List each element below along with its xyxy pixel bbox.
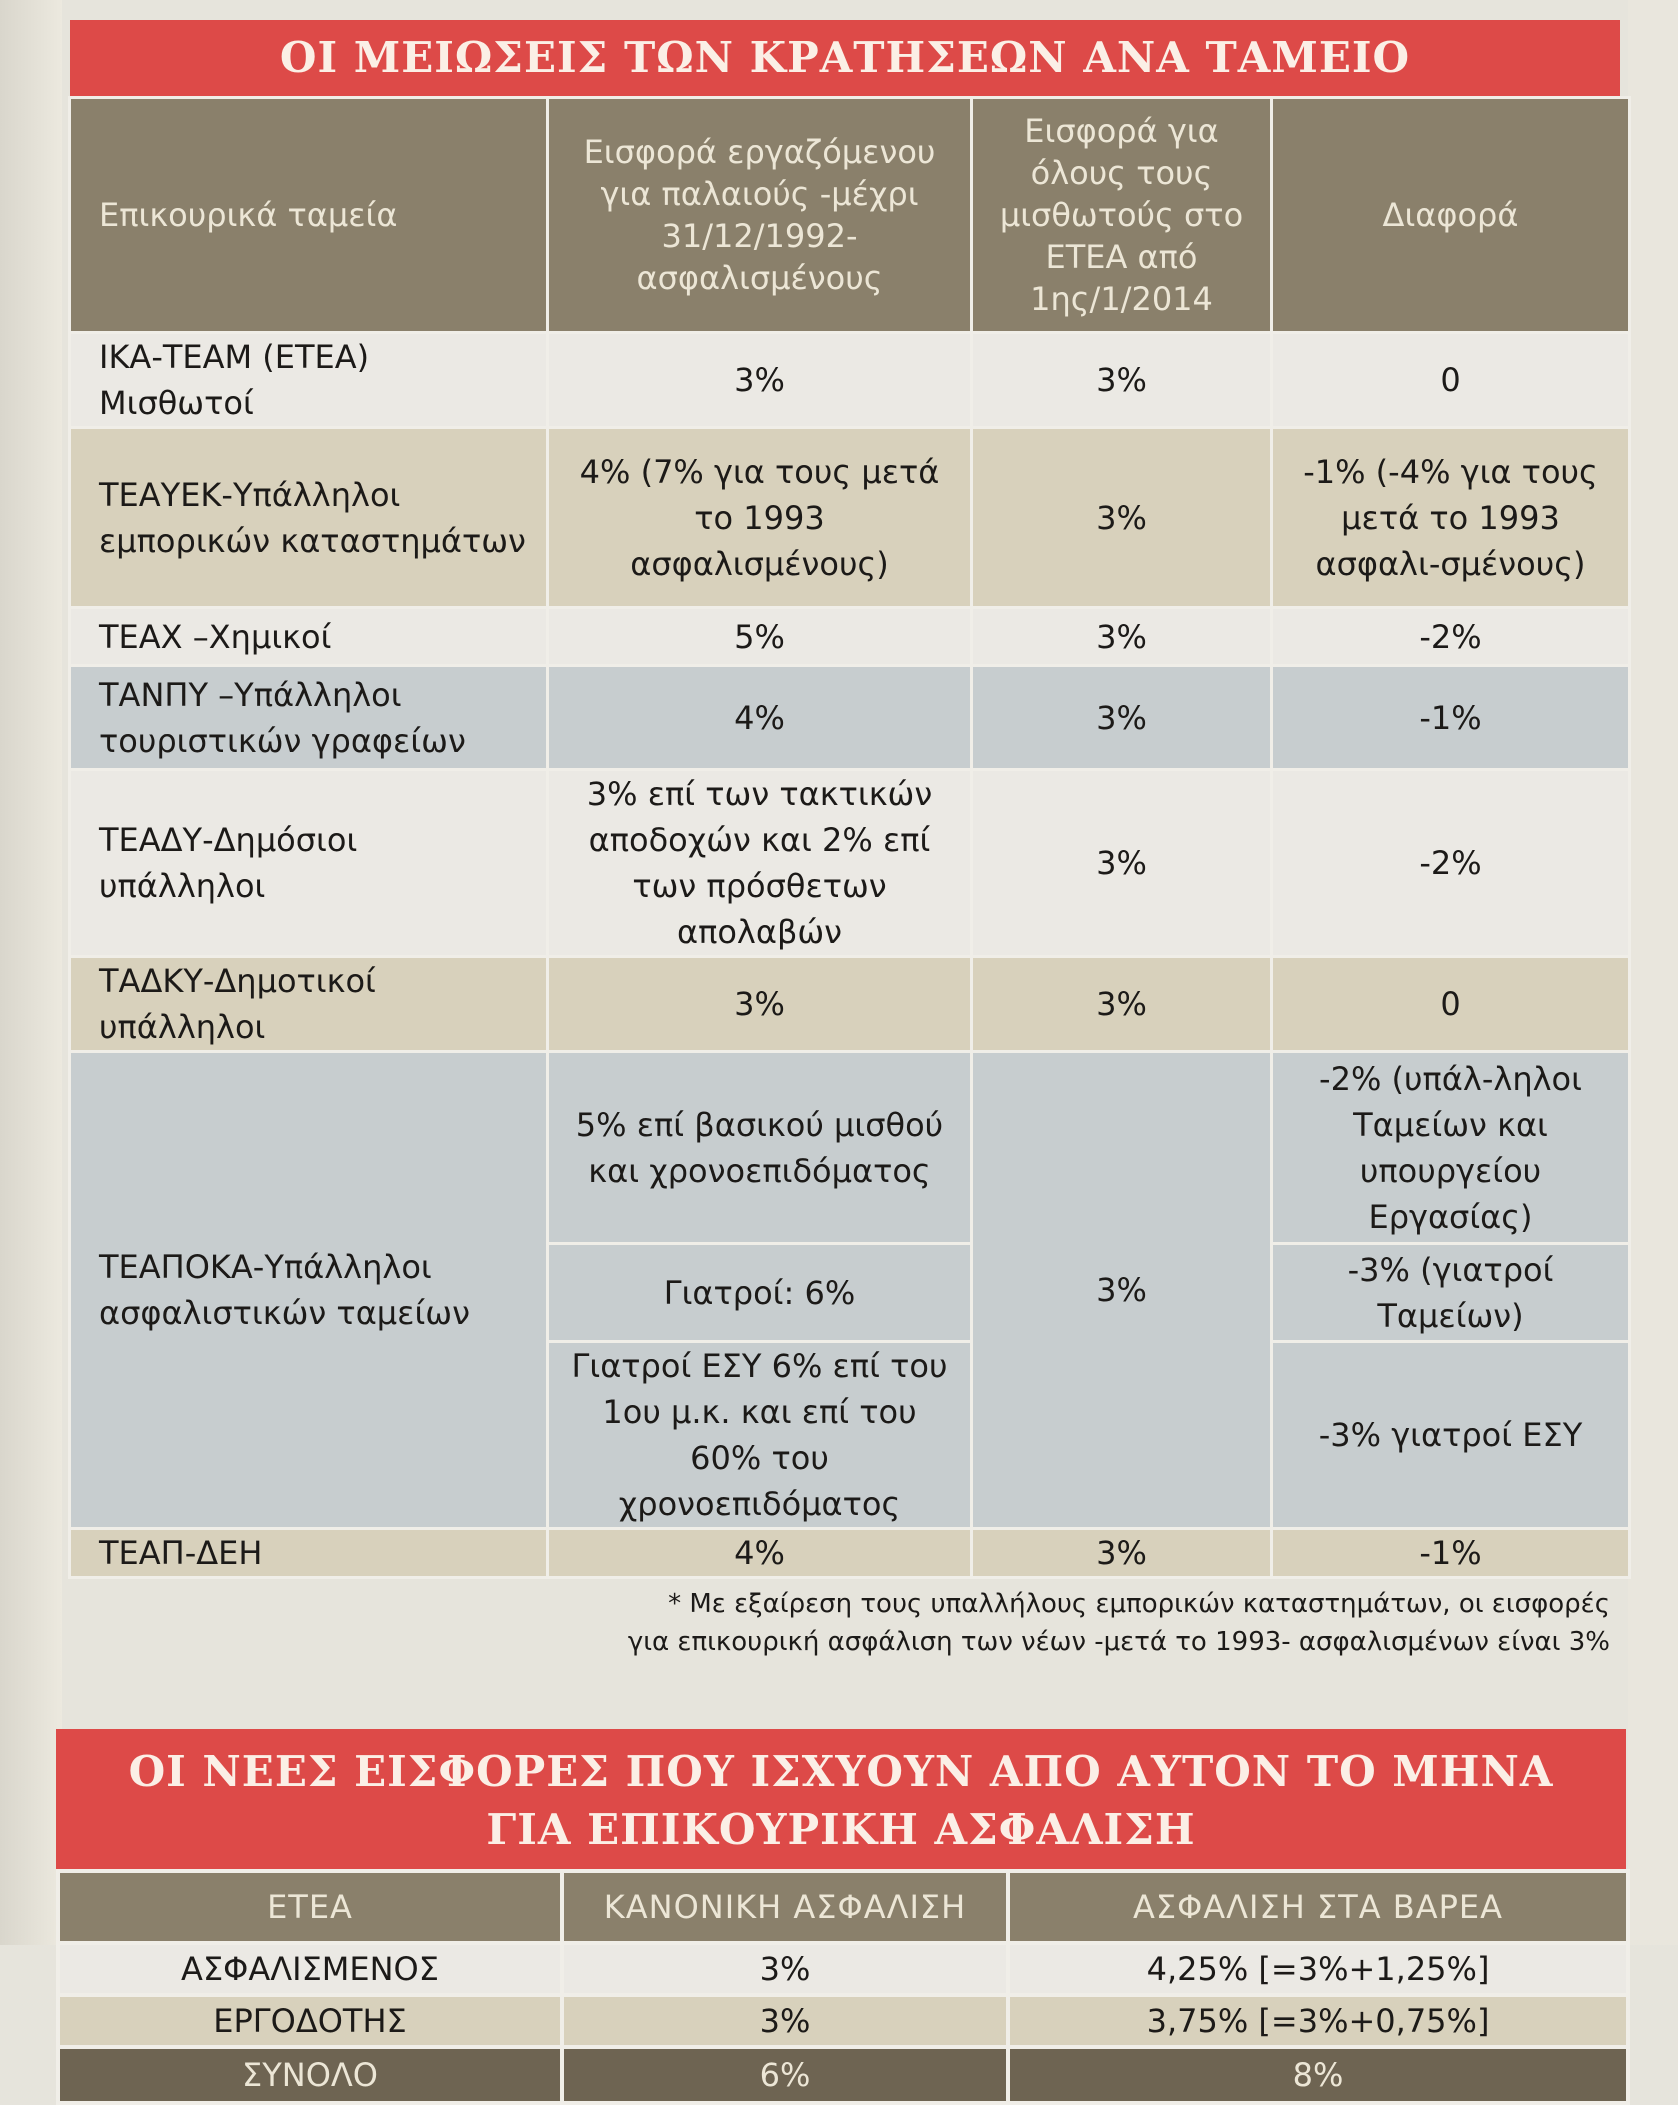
old-rate: Γιατροί ΕΣΥ 6% επί του 1ου μ.κ. και επί του 60% του χρονοεπιδόματος: [548, 1342, 972, 1529]
difference: -1% (-4% για τους μετά το 1993 ασφαλι-σμένους): [1272, 428, 1630, 608]
header-funds: Επικουρικά ταμεία: [70, 98, 548, 333]
header-difference: Διαφορά: [1272, 98, 1630, 333]
row-label: ΕΡΓΟΔΟΤΗΣ: [58, 1995, 562, 2047]
difference: 0: [1272, 333, 1630, 428]
normal-rate: 3%: [562, 1995, 1008, 2047]
table-row: [70, 608, 1630, 666]
difference: -3% γιατροί ΕΣΥ: [1272, 1342, 1630, 1529]
table-row: [58, 1943, 1628, 1995]
fund-name: ΤΑΔΚΥ-Δημοτικοί υπάλληλοι: [70, 957, 548, 1052]
newspaper-margin-left: [0, 0, 62, 1945]
newspaper-margin-right: [1628, 0, 1678, 1945]
old-rate: 3%: [548, 333, 972, 428]
new-rate: 3%: [972, 666, 1272, 770]
footnote: [62, 1585, 1610, 1669]
difference: -1%: [1272, 666, 1630, 770]
table-row-total: [58, 2047, 1628, 2103]
old-rate: 5% επί βασικού μισθού και χρονοεπιδόματος: [548, 1052, 972, 1244]
old-rate: 4%: [548, 1529, 972, 1578]
new-rate: 3%: [972, 957, 1272, 1052]
heavy-rate: 4,25% [=3%+1,25%]: [1008, 1943, 1628, 1995]
fund-name: ΤΕΑΠ-ΔΕΗ: [70, 1529, 548, 1578]
table-row: [70, 1052, 1630, 1244]
old-rate: 4% (7% για τους μετά το 1993 ασφαλισμένους): [548, 428, 972, 608]
old-rate: 3% επί των τακτικών αποδοχών και 2% επί των πρόσθετων απολαβών: [548, 770, 972, 957]
new-rate: 3%: [972, 1052, 1272, 1529]
reductions-table: [68, 96, 1631, 1579]
table-row: [70, 333, 1630, 428]
old-rate: 5%: [548, 608, 972, 666]
row-label: ΑΣΦΑΛΙΣΜΕΝΟΣ: [58, 1943, 562, 1995]
difference: -2%: [1272, 608, 1630, 666]
fund-name: ΤΕΑΥΕΚ-Υπάλληλοι εμπορικών καταστημάτων: [70, 428, 548, 608]
footnote-line: * Με εξαίρεση τους υπαλλήλους εμπορικών καταστημάτων, οι εισφορές: [668, 1589, 1610, 1619]
table2-title: [56, 1729, 1626, 1869]
new-rate: 3%: [972, 1529, 1272, 1578]
infographic: [62, 20, 1628, 2105]
heavy-rate: 3,75% [=3%+0,75%]: [1008, 1995, 1628, 2047]
old-rate: 3%: [548, 957, 972, 1052]
table2-title-line: ΟΙ ΝΕΕΣ ΕΙΣΦΟΡΕΣ ΠΟΥ ΙΣΧΥΟΥΝ ΑΠΟ ΑΥΤΟΝ ΤΟ ΜΗΝΑ: [128, 1747, 1554, 1796]
table-row: [70, 666, 1630, 770]
old-rate: Γιατροί: 6%: [548, 1244, 972, 1342]
fund-name: ΤΕΑΧ –Χημικοί: [70, 608, 548, 666]
difference: -1%: [1272, 1529, 1630, 1578]
difference: -2%: [1272, 770, 1630, 957]
difference: -2% (υπάλ-ληλοι Ταμείων και υπουργείου Εργασίας): [1272, 1052, 1630, 1244]
header-new-contribution: Εισφορά για όλους τους μισθωτούς στο ΕΤΕΑ από 1ης/1/2014: [972, 98, 1272, 333]
difference: -3% (γιατροί Ταμείων): [1272, 1244, 1630, 1342]
new-rate: 3%: [972, 428, 1272, 608]
table-row: [70, 957, 1630, 1052]
new-rate: 3%: [972, 770, 1272, 957]
header-etea: ΕΤΕΑ: [58, 1871, 562, 1943]
fund-name: ΤΕΑΔΥ-Δημόσιοι υπάλληλοι: [70, 770, 548, 957]
normal-rate: 3%: [562, 1943, 1008, 1995]
old-rate: 4%: [548, 666, 972, 770]
footnote-line: για επικουρική ασφάλιση των νέων -μετά το 1993- ασφαλισμένων είναι 3%: [627, 1627, 1610, 1657]
table2-header-row: [58, 1871, 1628, 1943]
heavy-rate: 8%: [1008, 2047, 1628, 2103]
table-row: [58, 1995, 1628, 2047]
header-old-contribution: Εισφορά εργαζόμενου για παλαιούς -μέχρι 31/12/1992- ασφαλισμένους: [548, 98, 972, 333]
new-rate: 3%: [972, 333, 1272, 428]
table-row: [70, 1529, 1630, 1578]
fund-name: ΤΕΑΠΟΚΑ-Υπάλληλοι ασφαλιστικών ταμείων: [70, 1052, 548, 1529]
row-label: ΣΥΝΟΛΟ: [58, 2047, 562, 2103]
header-normal-insurance: ΚΑΝΟΝΙΚΗ ΑΣΦΑΛΙΣΗ: [562, 1871, 1008, 1943]
difference: 0: [1272, 957, 1630, 1052]
table1-header-row: [70, 98, 1630, 333]
table2-title-line: ΓΙΑ ΕΠΙΚΟΥΡΙΚΗ ΑΣΦΑΛΙΣΗ: [486, 1805, 1196, 1854]
contributions-table: [56, 1869, 1630, 2105]
table-row: [70, 428, 1630, 608]
table-row: [70, 770, 1630, 957]
new-rate: 3%: [972, 608, 1272, 666]
fund-name: ΤΑΝΠΥ –Υπάλληλοι τουριστικών γραφείων: [70, 666, 548, 770]
normal-rate: 6%: [562, 2047, 1008, 2103]
header-heavy-insurance: ΑΣΦΑΛΙΣΗ ΣΤΑ ΒΑΡΕΑ: [1008, 1871, 1628, 1943]
fund-name: ΙΚΑ-ΤΕΑΜ (ΕΤΕΑ) Μισθωτοί: [70, 333, 548, 428]
table1-title: ΟΙ ΜΕΙΩΣΕΙΣ ΤΩΝ ΚΡΑΤΗΣΕΩΝ ΑΝΑ ΤΑΜΕΙΟ: [70, 20, 1620, 96]
